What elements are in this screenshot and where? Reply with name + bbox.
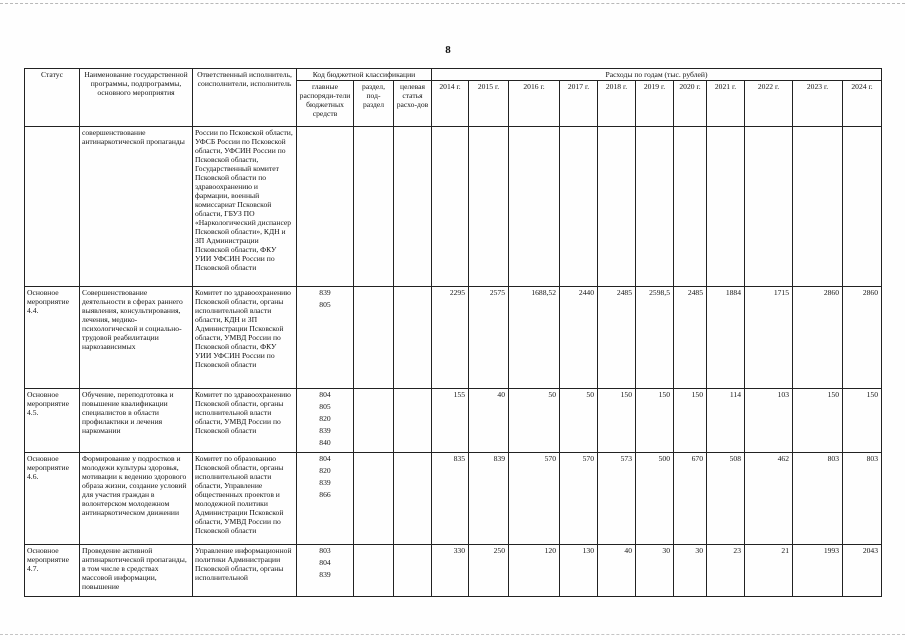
row-value — [843, 127, 882, 287]
header-year: 2017 г. — [560, 81, 598, 127]
row-value — [509, 127, 560, 287]
row-value — [560, 127, 598, 287]
row-name: Совершенствование деятельности в сферах раннего выявления, консультирования, лечения, медико-психологической и социально-трудовой реабилитации наркозависимых — [80, 287, 193, 389]
row-value — [636, 127, 674, 287]
row-name: совершенствование антинаркотической пропаганды — [80, 127, 193, 287]
row-target — [394, 127, 432, 287]
row-value: 150 — [636, 389, 674, 453]
row-value: 23 — [707, 545, 745, 597]
header-year: 2019 г. — [636, 81, 674, 127]
row-status: Основное мероприятие 4.7. — [25, 545, 80, 597]
table-row — [25, 127, 882, 287]
budget-code: 803 — [319, 546, 331, 555]
header-year: 2014 г. — [432, 81, 469, 127]
budget-code: 804 — [319, 390, 331, 399]
row-value: 155 — [432, 389, 469, 453]
scan-edge-top — [0, 3, 905, 4]
row-value: 2860 — [793, 287, 843, 389]
row-value: 2575 — [469, 287, 509, 389]
row-value: 2440 — [560, 287, 598, 389]
row-value: 670 — [674, 453, 707, 545]
row-status: Основное мероприятие 4.4. — [25, 287, 80, 389]
row-value: 573 — [598, 453, 636, 545]
row-value: 839 — [469, 453, 509, 545]
row-target — [394, 545, 432, 597]
header-year: 2024 г. — [843, 81, 882, 127]
row-value — [598, 127, 636, 287]
row-value: 40 — [598, 545, 636, 597]
row-value: 21 — [745, 545, 793, 597]
budget-code: 804 — [319, 558, 331, 567]
row-responsible: Управление информационной политики Администрации Псковской области, органы исполнительной — [193, 545, 297, 597]
row-value: 2860 — [843, 287, 882, 389]
row-value: 150 — [843, 389, 882, 453]
row-value: 150 — [598, 389, 636, 453]
row-target — [394, 453, 432, 545]
table-row — [25, 453, 882, 545]
row-value: 30 — [636, 545, 674, 597]
budget-code: 840 — [319, 438, 331, 447]
row-value: 500 — [636, 453, 674, 545]
budget-code: 839 — [319, 426, 331, 435]
row-value: 462 — [745, 453, 793, 545]
row-value — [469, 127, 509, 287]
header-name: Наименование государственной программы, подпрограммы, основного мероприятия — [80, 69, 193, 127]
row-value: 50 — [509, 389, 560, 453]
row-value: 250 — [469, 545, 509, 597]
row-responsible: России по Псковской области, УФСБ России по Псковской области, УФСИН России по Псковской области, Государственный комитет Псковской области по здравоохранению и фармации, военный комиссариат Псковской области, ГБУЗ ПО «Наркологический диспансер Псковской области», КДН и ЗП Администрации Псковской области, ФКУ УИИ УФСИН России по Псковской области — [193, 127, 297, 287]
header-year: 2023 г. — [793, 81, 843, 127]
row-responsible: Комитет по здравоохранению Псковской области, органы исполнительной власти области, КДН и ЗП Администрации Псковской области, УМВД России по Псковской области, ФКУ УИИ УФСИН России по Псковской области — [193, 287, 297, 389]
header-responsible: Ответственный исполнитель, соисполнители, исполнитель — [193, 69, 297, 127]
row-codes — [297, 127, 354, 287]
budget-table — [24, 68, 882, 597]
header-year: 2016 г. — [509, 81, 560, 127]
row-section — [354, 127, 394, 287]
row-value: 803 — [843, 453, 882, 545]
row-codes — [297, 287, 354, 389]
header-year: 2022 г. — [745, 81, 793, 127]
row-value — [674, 127, 707, 287]
row-value: 2598,5 — [636, 287, 674, 389]
table-row — [25, 389, 882, 453]
row-value: 508 — [707, 453, 745, 545]
row-value — [793, 127, 843, 287]
row-value — [707, 127, 745, 287]
row-value: 150 — [674, 389, 707, 453]
header-year: 2015 г. — [469, 81, 509, 127]
row-value: 1884 — [707, 287, 745, 389]
scan-edge-bottom — [0, 634, 905, 635]
row-target — [394, 287, 432, 389]
row-value: 1688,52 — [509, 287, 560, 389]
table-row — [25, 287, 882, 389]
header-budget-code: Код бюджетной классификации — [297, 69, 432, 81]
header-code-section: раздел, под-раздел — [354, 81, 394, 127]
row-codes — [297, 389, 354, 453]
header-year: 2020 г. — [674, 81, 707, 127]
row-target — [394, 389, 432, 453]
budget-code: 805 — [319, 402, 331, 411]
row-value — [432, 127, 469, 287]
row-value: 835 — [432, 453, 469, 545]
budget-code: 820 — [319, 466, 331, 475]
row-status — [25, 127, 80, 287]
row-status: Основное мероприятие 4.6. — [25, 453, 80, 545]
row-section — [354, 287, 394, 389]
header-year: 2021 г. — [707, 81, 745, 127]
row-value — [745, 127, 793, 287]
header-code-target: целевая статья расхо-дов — [394, 81, 432, 127]
row-value: 2295 — [432, 287, 469, 389]
row-value: 1715 — [745, 287, 793, 389]
budget-code: 839 — [319, 478, 331, 487]
budget-code: 839 — [319, 288, 331, 297]
row-codes — [297, 545, 354, 597]
row-section — [354, 545, 394, 597]
header-expenses: Расходы по годам (тыс. рублей) — [432, 69, 882, 81]
row-name: Проведение активной антинаркотической пропаганды, в том числе в средствах массовой информации, повышение — [80, 545, 193, 597]
header-year: 2018 г. — [598, 81, 636, 127]
row-responsible: Комитет по образованию Псковской области, органы исполнительной власти области, Управление общественных проектов и молодежной политики Администрации Псковской области, УМВД России по Псковской области — [193, 453, 297, 545]
row-codes — [297, 453, 354, 545]
row-status: Основное мероприятие 4.5. — [25, 389, 80, 453]
row-value: 803 — [793, 453, 843, 545]
row-value: 570 — [560, 453, 598, 545]
table-row — [25, 545, 882, 597]
budget-code: 804 — [319, 454, 331, 463]
row-value: 114 — [707, 389, 745, 453]
row-section — [354, 453, 394, 545]
row-value: 150 — [793, 389, 843, 453]
row-value: 570 — [509, 453, 560, 545]
row-value: 120 — [509, 545, 560, 597]
row-value: 2485 — [598, 287, 636, 389]
row-value: 130 — [560, 545, 598, 597]
row-section — [354, 389, 394, 453]
row-value: 330 — [432, 545, 469, 597]
row-value: 30 — [674, 545, 707, 597]
budget-code: 805 — [319, 300, 331, 309]
budget-code: 839 — [319, 570, 331, 579]
row-value: 40 — [469, 389, 509, 453]
row-name: Формирование у подростков и молодежи культуры здоровья, мотивации к ведению здорового образа жизни, создание условий для участия граждан в волонтерском молодежном антинаркотическом движении — [80, 453, 193, 545]
budget-code: 866 — [319, 490, 331, 499]
row-value: 50 — [560, 389, 598, 453]
row-value: 2043 — [843, 545, 882, 597]
header-status: Статус — [25, 69, 80, 127]
budget-code: 820 — [319, 414, 331, 423]
header-code-main: главные распоряди-тели бюджетных средств — [297, 81, 354, 127]
row-responsible: Комитет по здравоохранению Псковской области, органы исполнительной власти области, УМВД России по Псковской области — [193, 389, 297, 453]
row-name: Обучение, переподготовка и повышение квалификации специалистов в области профилактики и лечения наркомании — [80, 389, 193, 453]
page-number: 8 — [445, 44, 451, 56]
row-value: 2485 — [674, 287, 707, 389]
row-value: 1993 — [793, 545, 843, 597]
row-value: 103 — [745, 389, 793, 453]
